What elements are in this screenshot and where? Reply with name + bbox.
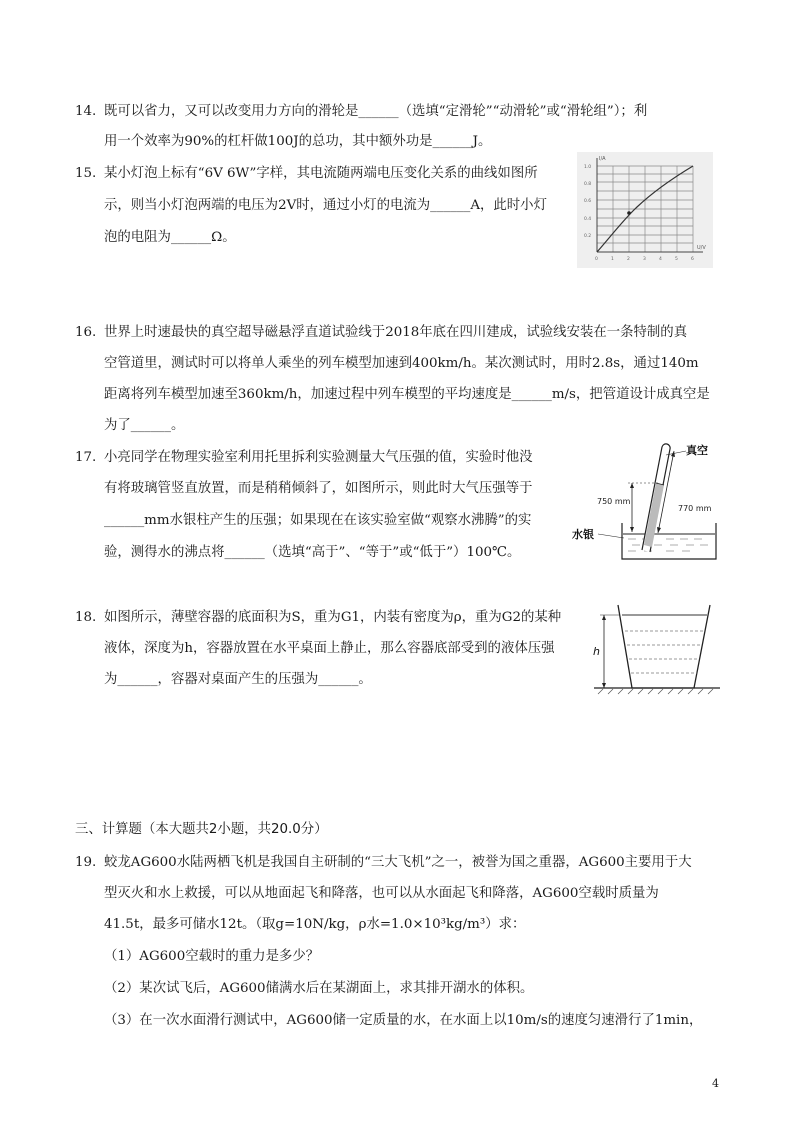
y-tick-label: 0.6 (584, 199, 592, 204)
y-tick-label: 0.4 (584, 217, 592, 222)
q14-line-1: 既可以省力，又可以改变用力方向的滑轮是______（选填“定滑轮”“动滑轮”或“滑轮组”）；利 (104, 104, 648, 119)
q19-line-2: 型灭火和水上救援，可以从地面起飞和降落，也可以从水面起飞和降落，AG600空载时质量为 (104, 886, 659, 901)
question-number-14: 14. (75, 104, 97, 119)
mercury-label: 水银 (572, 528, 594, 541)
q19-line-1: 蛟龙AG600水陆两栖飞机是我国自主研制的“三大飞机”之一，被誉为国之重器，AG600主要用于大 (104, 855, 692, 870)
q16-line-2: 空管道里，测试时可以将单人乘坐的列车模型加速到400km/h。某次测试时，用时2.8s，通过140m (104, 356, 699, 371)
q16-line-3: 距离将列车模型加速至360km/h，加速过程中列车模型的平均速度是______m/s，把管道设计成真空是 (104, 387, 710, 402)
y-tick-label: 1.0 (584, 165, 592, 170)
torricelli-figure (570, 437, 730, 569)
question-number-19: 19. (75, 855, 97, 870)
length-label: 770 mm (678, 504, 712, 513)
question-number-17: 17. (75, 450, 97, 465)
question-number-16: 16. (75, 325, 97, 340)
vacuum-label: 真空 (686, 444, 708, 457)
q16-line-1: 世界上时速最快的真空超导磁悬浮直道试验线于2018年底在四川建成，试验线安装在一条特制的真 (104, 325, 688, 340)
q17-line-3: ______mm水银柱产生的压强；如果现在在该实验室做“观察水沸腾”的实 (104, 513, 532, 528)
q18-line-3: 为______，容器对桌面产生的压强为______。 (104, 672, 372, 687)
q16-line-4: 为了______。 (104, 418, 185, 433)
depth-label: h (593, 645, 600, 658)
page-number: 4 (712, 1077, 719, 1090)
q18-line-2: 液体，深度为h，容器放置在水平桌面上静止，那么容器底部受到的液体压强 (104, 641, 555, 656)
container-figure (592, 597, 722, 697)
x-tick-label: 3 (643, 257, 646, 262)
y-axis-label: I/A (599, 156, 606, 162)
x-tick-label: 4 (659, 257, 662, 262)
q19-line-3: 41.5t，最多可储水12t。（取g=10N/kg，ρ水=1.0×10³kg/m³）求： (104, 917, 526, 932)
section-heading: 三、计算题（本大题共2小题，共20.0分） (75, 822, 328, 837)
q18-line-1: 如图所示，薄壁容器的底面积为S，重为G1，内装有密度为ρ，重为G2的某种 (104, 610, 562, 625)
q17-line-1: 小亮同学在物理实验室利用托里拆利实验测量大气压强的值，实验时他没 (104, 450, 533, 465)
x-tick-label: 1 (611, 257, 614, 262)
q15-line-1: 某小灯泡上标有“6V 6W”字样，其电流随两端电压变化关系的曲线如图所 (104, 166, 538, 181)
q17-line-2: 有将玻璃管竖直放置，而是稍稍倾斜了，如图所示，则此时大气压强等于 (104, 481, 533, 496)
q15-line-2: 示，则当小灯泡两端的电压为2V时，通过小灯的电流为______A，此时小灯 (104, 198, 547, 213)
x-tick-label: 6 (691, 257, 694, 262)
height-label: 750 mm (597, 497, 631, 506)
y-tick-label: 0.8 (584, 182, 592, 187)
x-tick-label: 0 (595, 257, 598, 262)
q19-sub-2: （2）某次试飞后，AG600储满水后在某湖面上，求其排开湖水的体积。 (104, 981, 534, 996)
q15-line-3: 泡的电阻为______Ω。 (104, 230, 236, 245)
curve-point (627, 211, 631, 215)
question-number-18: 18. (75, 610, 97, 625)
q19-sub-3: （3）在一次水面滑行测试中，AG600储一定质量的水，在水面上以10m/s的速度匀速滑行了1min， (104, 1013, 703, 1028)
x-tick-label: 2 (627, 257, 630, 262)
x-tick-label: 5 (675, 257, 678, 262)
x-axis-label: U/V (697, 245, 706, 251)
y-tick-label: 0.2 (584, 234, 592, 239)
question-number-15: 15. (75, 166, 97, 181)
q19-sub-1: （1）AG600空载时的重力是多少？ (104, 949, 320, 964)
q14-line-2: 用一个效率为90%的杠杆做100J的总功，其中额外功是______J。 (104, 134, 492, 149)
iu-graph-figure (577, 152, 713, 268)
q17-line-4: 验，测得水的沸点将______（选填“高于”、“等于”或“低于”）100℃。 (104, 545, 521, 560)
